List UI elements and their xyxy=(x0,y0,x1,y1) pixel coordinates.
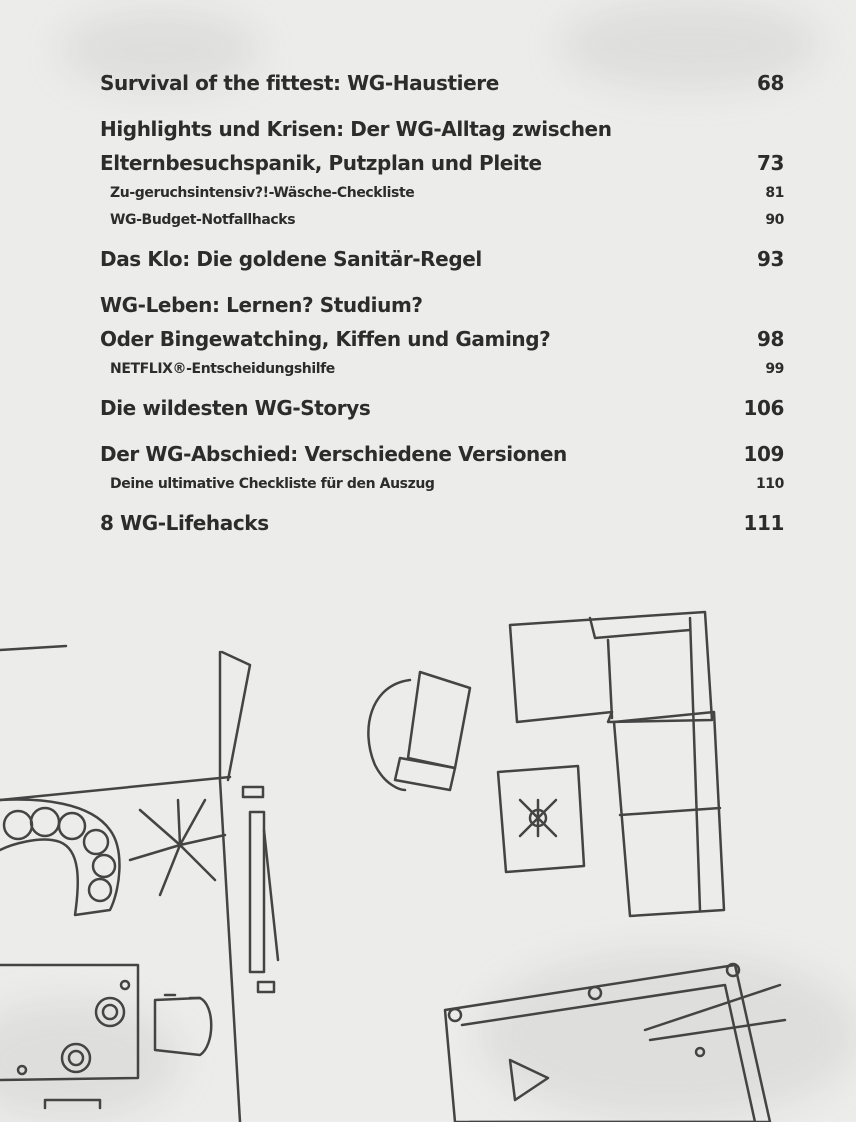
toc-subentry-page: 99 xyxy=(765,361,784,377)
toc-entry[interactable] xyxy=(100,112,784,180)
toc-subentry-title: Zu-geruchsintensiv?!-Wäsche-Checkliste xyxy=(110,185,415,201)
toc-entry-title: 8 WG-Lifehacks xyxy=(100,511,269,535)
toc-subentry[interactable] xyxy=(100,180,784,207)
toc-entry-page: 98 xyxy=(756,327,784,351)
toc-entry-title: Das Klo: Die goldene Sanitär-Regel xyxy=(100,247,482,271)
toc-entry[interactable] xyxy=(100,242,784,276)
door-icon xyxy=(243,787,278,992)
toc-entry-title-line: Oder Bingewatching, Kiffen und Gaming? xyxy=(100,327,551,351)
toc-subentry-title: NETFLIX®-Entscheidungshilfe xyxy=(110,361,335,377)
toc-entry[interactable] xyxy=(100,437,784,471)
chair-icon xyxy=(155,995,211,1055)
toc-entry[interactable] xyxy=(100,391,784,425)
table-of-contents xyxy=(100,66,784,540)
toc-subentry-title: Deine ultimative Checkliste für den Auszug xyxy=(110,476,435,492)
toc-entry[interactable] xyxy=(100,288,784,356)
toc-subentry[interactable] xyxy=(100,356,784,383)
toc-entry-page: 111 xyxy=(743,511,784,535)
pool-table-icon xyxy=(445,964,785,1122)
floorplan-illustration xyxy=(0,600,856,1122)
toc-entry[interactable] xyxy=(100,506,784,540)
toc-entry[interactable] xyxy=(100,66,784,100)
walls xyxy=(0,646,250,1122)
toc-entry-page: 68 xyxy=(756,71,784,95)
toc-entry-title: Survival of the fittest: WG-Haustiere xyxy=(100,71,499,95)
toc-subentry-page: 90 xyxy=(765,212,784,228)
plant-icon xyxy=(130,800,225,895)
armchair-icon xyxy=(368,672,470,790)
stove-icon xyxy=(0,965,138,1108)
toc-subentry-page: 81 xyxy=(765,185,784,201)
toc-entry-page: 106 xyxy=(743,396,784,420)
rug-icon xyxy=(498,766,584,872)
toc-subentry[interactable] xyxy=(100,207,784,234)
toc-entry-title: Die wildesten WG-Storys xyxy=(100,396,371,420)
toc-entry-page: 109 xyxy=(743,442,784,466)
toc-entry-page: 93 xyxy=(756,247,784,271)
curved-sofa-icon xyxy=(0,800,119,915)
toc-entry-title-line: Highlights und Krisen: Der WG-Alltag zwischen xyxy=(100,117,612,141)
toc-subentry-title: WG-Budget-Notfallhacks xyxy=(110,212,296,228)
toc-entry-title-line: WG-Leben: Lernen? Studium? xyxy=(100,293,423,317)
toc-entry-title: Der WG-Abschied: Verschiedene Versionen xyxy=(100,442,567,466)
toc-subentry[interactable] xyxy=(100,471,784,498)
toc-subentry-page: 110 xyxy=(755,476,784,492)
toc-entry-page: 73 xyxy=(756,151,784,175)
toc-entry-title-line: Elternbesuchspanik, Putzplan und Pleite xyxy=(100,151,542,175)
